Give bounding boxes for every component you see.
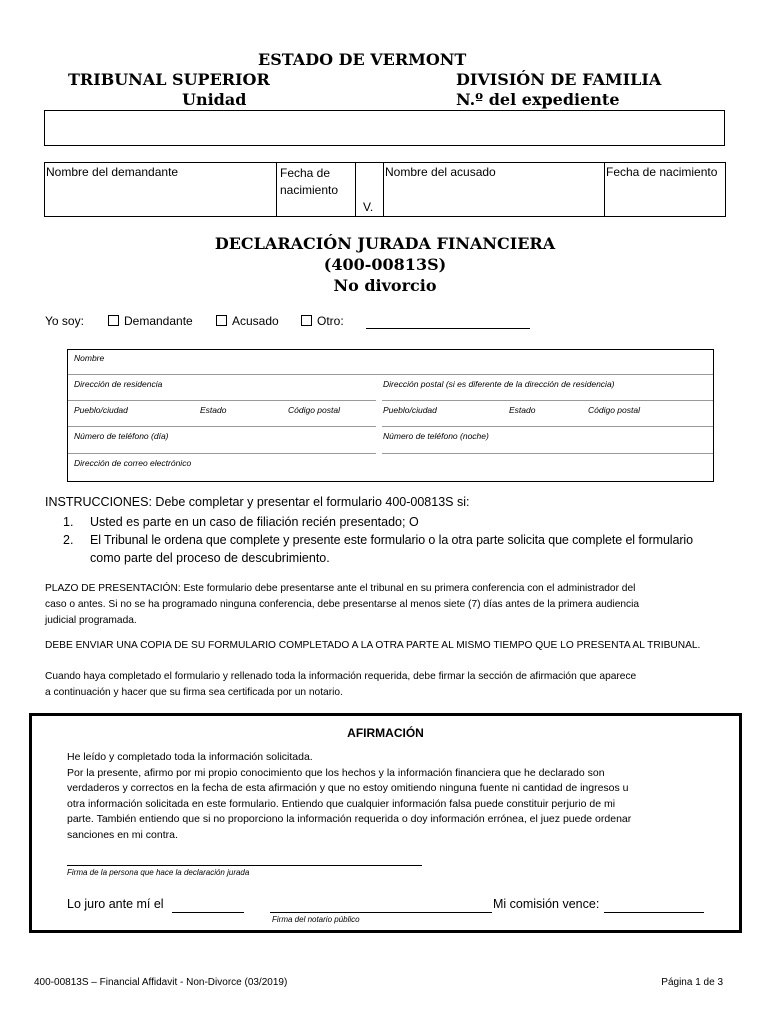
affirmation-line-3: verdaderos y correctos en la fecha de esta afirmación y que no estoy omitiendo ninguna fuente ni cantidad de ingresos u [67,782,629,794]
other-option-label: Otro: [317,314,344,328]
defendant-dob-label: Fecha de nacimiento [606,165,718,179]
role-plaintiff-option[interactable] [108,314,193,328]
plaintiff-checkbox[interactable] [108,315,119,326]
sworn-date-input[interactable] [172,912,244,913]
division-heading: DIVISIÓN DE FAMILIA [456,70,662,89]
sign-paragraph [45,669,636,701]
instruction-1-number: 1. [63,515,74,529]
page-number: Página 1 de 3 [661,977,723,988]
name-label: Nombre [74,353,105,363]
commission-label: Mi comisión vence: [493,897,600,911]
state-label: Estado [200,405,227,415]
title-line-2: (400-00813S) [323,255,447,274]
mailing-label: Dirección postal (si es diferente de la dirección de residencia) [383,379,615,389]
defendant-name-label: Nombre del acusado [385,165,496,179]
deadline-line-2: caso o antes. Si no se ha programado ninguna conferencia, debe presentarse al menos siete (7) días antes de la primera audiencia [45,599,640,610]
notary-signature-caption: Firma del notario público [272,915,360,924]
defendant-name-field[interactable] [384,163,605,216]
residence-field[interactable] [68,375,376,401]
copy-notice: DEBE ENVIAR UNA COPIA DE SU FORMULARIO COMPLETADO A LA OTRA PARTE AL MISMO TIEMPO QUE LO PRESENTA AL TRIBUNAL. [45,640,701,651]
plaintiff-dob-field[interactable] [277,163,356,216]
residence-label: Dirección de residencia [74,379,163,389]
zip-label: Código postal [288,405,340,415]
other-role-input[interactable] [366,328,530,329]
plaintiff-option-label: Demandante [124,314,193,328]
unit-docket-field[interactable] [44,110,725,146]
role-defendant-option[interactable] [216,314,279,328]
court-heading: TRIBUNAL SUPERIOR [68,70,270,89]
instruction-2-line2: como parte del proceso de descubrimiento. [90,551,330,565]
role-label: Yo soy: [45,314,84,328]
plaintiff-dob-label: Fecha de nacimiento [280,166,339,197]
defendant-dob-field[interactable] [605,163,725,216]
email-label: Dirección de correo electrónico [74,458,192,468]
unit-label: Unidad [182,90,247,109]
form-title [0,233,770,296]
commission-date-input[interactable] [604,912,704,913]
deadline-paragraph [45,581,639,629]
sign-line-1: Cuando haya completado el formulario y rellenado toda la información requerida, debe firmar la sección de afirmación que aparece [45,671,637,682]
mailing-city-label: Pueblo/ciudad [383,405,437,415]
affirmation-line-6: sanciones en mi contra. [67,828,178,841]
docket-label: N.º del expediente [456,90,620,109]
versus-cell [356,163,384,216]
phone-night-label: Número de teléfono (noche) [383,431,489,441]
instructions-intro: INSTRUCCIONES: Debe completar y presentar el formulario 400-00813S si: [45,495,470,509]
sign-line-2: a continuación y hacer que su firma sea certificada por un notario. [45,687,343,698]
deadline-line-3: judicial programada. [45,615,137,626]
city-state-zip-field[interactable] [68,401,376,427]
email-field[interactable] [68,454,713,481]
mailing-field[interactable] [382,375,713,401]
title-line-3: No divorcio [333,276,437,295]
phone-day-field[interactable] [68,427,376,454]
phone-night-field[interactable] [382,427,713,454]
deadline-line-1: PLAZO DE PRESENTACIÓN: Este formulario debe presentarse ante el tribunal en su primera conferencia con el administrador del [45,583,636,594]
instruction-2-line1: El Tribunal le ordena que complete y presente este formulario o la otra parte solicita que complete el formulario [90,533,693,547]
affirmation-line-4: otra información solicitada en este formulario. Entiendo que cualquier información falsa puede constituir perjurio de mi [67,797,616,810]
city-label: Pueblo/ciudad [74,405,128,415]
phone-day-label: Número de teléfono (día) [74,431,169,441]
mailing-city-state-zip-field[interactable] [382,401,713,427]
affirmation-line-5: parte. También entiendo que si no proporciono la información requerida o doy información errónea, el juez puede ordenar [67,813,632,825]
parties-table [44,162,726,217]
name-field[interactable] [68,350,713,375]
affiant-signature-caption: Firma de la persona que hace la declaración jurada [67,868,250,877]
other-checkbox[interactable] [301,315,312,326]
notary-signature-line[interactable] [270,912,492,913]
instruction-2-number: 2. [63,533,74,547]
mailing-zip-label: Código postal [588,405,640,415]
affirmation-title: AFIRMACIÓN [347,726,424,740]
plaintiff-name-field[interactable] [45,163,277,216]
role-other-option[interactable] [301,314,344,328]
affirmation-box [29,713,742,933]
affirmation-text [67,750,631,843]
defendant-checkbox[interactable] [216,315,227,326]
form-id: 400-00813S – Financial Affidavit - Non-Divorce (03/2019) [34,977,288,988]
affirmation-line-1: He leído y completado toda la información solicitada. [67,751,313,763]
state-heading: ESTADO DE VERMONT [258,50,467,69]
defendant-option-label: Acusado [232,314,279,328]
mailing-state-label: Estado [509,405,536,415]
plaintiff-name-label: Nombre del demandante [46,165,179,179]
contact-info-box [67,349,714,482]
affiant-signature-line[interactable] [67,865,422,866]
versus-label: V. [363,200,374,214]
affirmation-line-2: Por la presente, afirmo por mi propio conocimiento que los hechos y la información financiera que he declarado son [67,766,605,779]
instruction-1-text: Usted es parte en un caso de filiación recién presentado; O [90,515,419,529]
sworn-label: Lo juro ante mí el [67,897,164,911]
title-line-1: DECLARACIÓN JURADA FINANCIERA [214,234,556,253]
